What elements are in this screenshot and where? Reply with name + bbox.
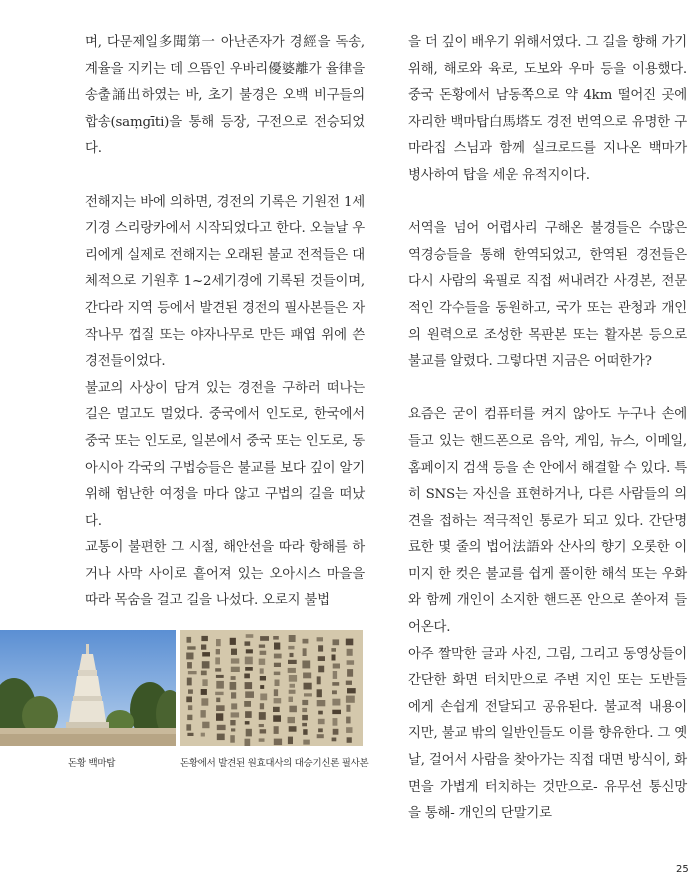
paragraph: 서역을 넘어 어렵사리 구해온 불경들은 수많은 역경승들을 통해 한역되었고, 한역된 경전들은 다시 사람의 육필로 직접 써내려간 사경본, 전문적인 각수들을 동원하고, 국가 또는 관청과 개인의 원력으로 조성한 목판본 또는 활자본 등으로 불교를 알렸다. 그렇다면 지금은 어떠한가? xyxy=(408,221,687,370)
paragraph: 요즘은 굳이 컴퓨터를 켜지 않아도 누구나 손에 들고 있는 핸드폰으로 음악, 게임, 뉴스, 이메일, 홈페이지 검색 등을 손 안에서 해결할 수 있다. 특히 SNS는 자신을 표현하거나, 다른 사람들의 의견을 접하는 적극적인 통로가 되고 있다. 간단명료한 몇 줄의 법어法語와 산사의 향기 오롯한 이미지 한 컷은 불교를 쉽게 풀이한 해석 또는 우화와 함께 개인이 소지한 핸드폰 안으로 쏟아져 들어온다. xyxy=(408,407,687,636)
left-column xyxy=(85,30,365,615)
pagoda-caption: 돈황 백마탑 xyxy=(68,758,116,769)
paragraph: 전해지는 바에 의하면, 경전의 기록은 기원전 1세기경 스리랑카에서 시작되었다고 한다. 오늘날 우리에게 실제로 전해지는 오래된 불교 전적들은 대체적으로 기원후 1~2세기경에 기록된 것들이며, 간다라 지역 등에서 발견된 경전의 필사본들은 자작나무 껍질 또는 야자나무로 만든 패엽 위에 쓴 경전들이었다. xyxy=(85,194,365,370)
paragraph: 교통이 불편한 그 시절, 해안선을 따라 항해를 하거나 사막 사이로 흩어져 있는 오아시스 마을을 따라 목숨을 걸고 길을 나섰다. 오로지 불법 xyxy=(85,540,365,609)
paragraph: 아주 짤막한 글과 사진, 그림, 그리고 동영상들이 간단한 화면 터치만으로 주변 지인 또는 도반들에게 손쉽게 전달되고 공유된다. 불교적 내용이지만, 불교 밖의 일반인들도 이를 향유한다. 그 옛날, 걸어서 사람을 찾아가는 직접 대면 방식이, 화면을 가볍게 터치하는 것만으로- 유무선 통신망을 통해- 개인의 단말기로 xyxy=(408,646,687,822)
paragraph: 며, 다문제일多聞第一 아난존자가 경經을 독송, 계율을 지키는 데 으뜸인 우바리優婆離가 율律을 송출誦出하였는 바, 초기 불경은 오백 비구들의 합송(saṃgīti)을 통해 등장, 구전으로 전승되었다. xyxy=(85,35,365,157)
page-number: 25 xyxy=(676,864,689,875)
pagoda-photo xyxy=(0,630,176,746)
right-column xyxy=(408,30,687,828)
paragraph: 불교의 사상이 담겨 있는 경전을 구하러 떠나는 길은 멀고도 멀었다. 중국에서 인도로, 한국에서 중국 또는 인도로, 일본에서 중국 또는 인도로, 동아시아 각국의 구법승들은 불교를 보다 깊이 알기 위해 험난한 여정을 마다 않고 구법의 길을 떠났다. xyxy=(85,380,365,529)
manuscript-photo xyxy=(180,630,363,746)
paragraph: 을 더 깊이 배우기 위해서였다. 그 길을 향해 가기 위해, 해로와 육로, 도보와 우마 등을 이용했다. 중국 돈황에서 남동쪽으로 약 4km 떨어진 곳에 자리한 백마탑白馬塔도 경전 번역으로 유명한 구마라집 스님과 함께 실크로드를 지나온 백마가 병사하여 탑을 세운 유적지이다. xyxy=(408,35,687,183)
manuscript-caption: 돈황에서 발견된 원효대사의 대승기신론 필사본 xyxy=(180,758,369,769)
